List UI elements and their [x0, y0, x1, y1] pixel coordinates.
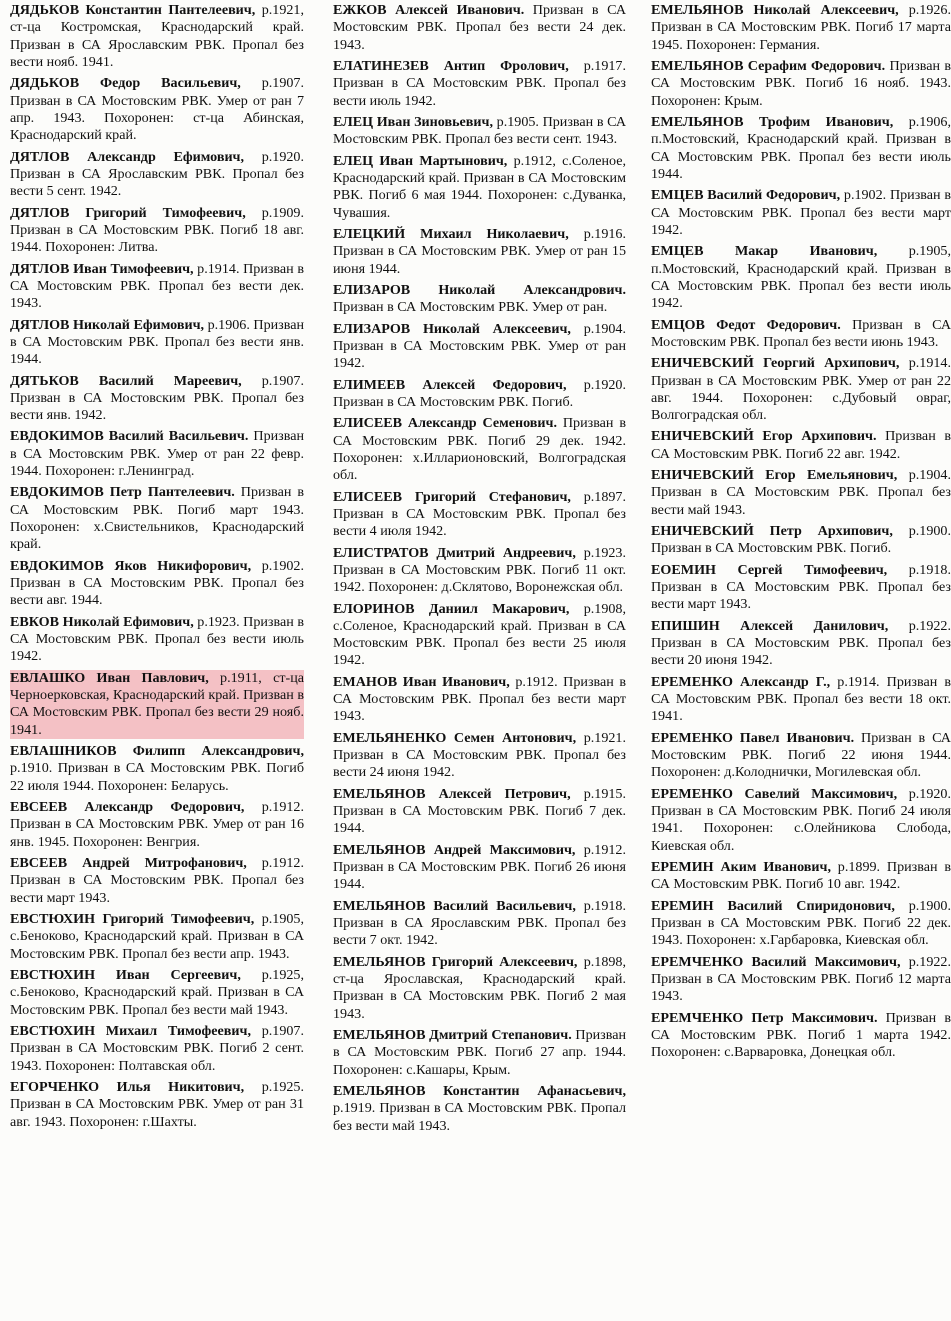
entry-name: ЕГОРЧЕНКО Илья Никитович, [10, 1078, 245, 1095]
entry-name: ДЯТЛОВ Григорий Тимофеевич, [10, 204, 246, 221]
entry-details: р.1925, с.Беноково, Краснодарский край. Призван в СА Мостовским РВК. Пропал без вести май 1943. [10, 966, 304, 1018]
list-entry [10, 373, 304, 425]
entry-details: р.1918. Призван в СА Мостовским РВК. Пропал без вести март 1943. [651, 561, 951, 613]
list-entry [10, 2, 304, 71]
entry-details: р.1902. Призван в СА Мостовским РВК. Пропал без вести март 1942. [651, 187, 951, 238]
entry-name: ЕМЦОВ Федот Федорович. [651, 316, 841, 333]
entry-name: ЕЛЕЦКИЙ Михаил Николаевич, [333, 225, 569, 242]
entry-name: ЕВКОВ Николай Ефимович, [10, 613, 194, 630]
entry-details: р.1926. Призван в СА Мостовским РВК. Погиб 17 марта 1945. Похоронен: Германия. [651, 2, 951, 53]
list-entry [333, 377, 626, 412]
entry-details: р.1920. Призван в СА Ярославским РВК. Пропал без вести 5 сент. 1942. [10, 148, 304, 200]
entry-details: р.1911, ст-ца Черноерковская, Краснодарский край. Призван в СА Мостовским РВК. Пропал без вести 29 нояб. 1941. [10, 669, 304, 738]
list-entry [10, 1023, 304, 1075]
entry-name: ЕРЕМЕНКО Савелий Максимович, [651, 785, 898, 802]
entry-name: ЕЛЕЦ Иван Мартынович, [333, 152, 508, 169]
entry-name: ЕЛИСТРАТОВ Дмитрий Андреевич, [333, 544, 576, 561]
list-entry [651, 187, 951, 239]
entry-details: р.1909. Призван в СА Мостовским РВК. Погиб 18 авг. 1944. Похоронен: Литва. [10, 204, 305, 256]
entry-name: ЕЛИЗАРОВ Николай Алексеевич, [333, 320, 571, 337]
entry-name: ЕВДОКИМОВ Яков Никифорович, [10, 557, 252, 574]
entry-details: р.1898, ст-ца Ярославская, Краснодарский край. Призван в СА Мостовским РВК. Погиб 2 мая 1943. [333, 953, 626, 1022]
list-entry [10, 149, 304, 201]
entry-name: ЕВСТЮХИН Григорий Тимофеевич, [10, 910, 255, 927]
entry-name: ЕВЛАШКО Иван Павлович, [10, 669, 209, 686]
entry-details: Призван в СА Мостовским РВК. Погиб 22 июня 1944. Похоронен: д.Колоднички, Могилевская обл. [651, 729, 951, 781]
list-entry [10, 967, 304, 1019]
list-entry [10, 75, 304, 144]
list-entry [10, 484, 304, 553]
entry-details: Призван в СА Мостовским РВК. Умер от ран. [333, 299, 608, 316]
list-entry [333, 842, 626, 894]
list-entry [333, 415, 626, 484]
list-entry [333, 545, 626, 597]
entry-name: ЕМЕЛЬЯНОВ Николай Алексеевич, [651, 2, 899, 18]
entry-name: ЕВСЕЕВ Андрей Митрофанович, [10, 854, 247, 871]
list-entry [651, 562, 951, 614]
list-entry [10, 205, 304, 257]
entry-name: ЕМЦЕВ Василий Федорович, [651, 187, 841, 204]
entry-details: р.1905, с.Беноково, Краснодарский край. Призван в СА Мостовским РВК. Пропал без вести апр. 1943. [10, 910, 304, 962]
entry-details: р.1907. Призван в СА Мостовским РВК. Погиб 2 сент. 1943. Похоронен: Полтавская обл. [10, 1022, 304, 1074]
list-entry [333, 321, 626, 373]
entry-name: ЕНИЧЕВСКИЙ Егор Архипович. [651, 428, 877, 445]
entry-name: ЕРЕМЕНКО Павел Иванович. [651, 729, 855, 746]
list-entry [651, 730, 951, 782]
list-entry [333, 954, 626, 1023]
list-entry [333, 226, 626, 278]
entry-name: ЕРЕМЕНКО Александр Г., [651, 673, 831, 690]
entry-details: Призван в СА Мостовским РВК. Умер от ран 22 февр. 1944. Похоронен: г.Ленинград. [10, 428, 304, 480]
entry-details: р.1914. Призван в СА Мостовским РВК. Умер от ран 22 авг. 1944. Похоронен: с.Дубовый овраг, Волгоградская обл. [651, 355, 951, 424]
entry-name: ЕВЛАШНИКОВ Филипп Александрович, [10, 743, 304, 759]
list-entry [651, 523, 951, 558]
entry-name: ЕВСТЮХИН Иван Сергеевич, [10, 966, 241, 983]
entry-details: Призван в СА Мостовским РВК. Погиб 29 дек. 1942. Похоронен: х.Илларионовский, Волгоградская обл. [333, 415, 626, 484]
list-entry [10, 317, 304, 369]
entry-details: Призван в СА Мостовским РВК. Погиб 1 марта 1942. Похоронен: с.Варваровка, Донецкая обл. [651, 1009, 951, 1061]
list-entry [333, 730, 626, 782]
entry-name: ДЯДЬКОВ Федор Васильевич, [10, 75, 241, 92]
entry-details: р.1900. Призван в СА Мостовским РВК. Погиб 22 дек. 1943. Похоронен: х.Гарбаровка, Киевская обл. [651, 897, 951, 949]
list-entry [651, 317, 951, 352]
entry-name: ЕМЕЛЬЯНОВ Трофим Иванович, [651, 113, 894, 130]
entry-details: р.1914. Призван в СА Мостовским РВК. Пропал без вести 18 окт. 1941. [651, 673, 951, 725]
list-entry [651, 428, 951, 463]
entry-name: ДЯТЬКОВ Василий Мареевич, [10, 372, 242, 389]
entry-name: ЕЛИСЕЕВ Григорий Стефанович, [333, 488, 571, 505]
entry-details: р.1923. Призван в СА Мостовским РВК. Пропал без вести июль 1942. [10, 613, 305, 665]
column-1 [10, 0, 304, 1321]
list-entry [10, 558, 304, 610]
highlighted-list-entry [10, 670, 304, 739]
entry-name: ЕВСТЮХИН Михаил Тимофеевич, [10, 1022, 251, 1039]
list-entry [10, 855, 304, 907]
entry-name: ЕМЕЛЬЯНЕНКО Семен Антонович, [333, 729, 577, 746]
entry-details: р.1906, п.Мостовский, Краснодарский край. Призван в СА Мостовским РВК. Пропал без вести июль 1944. [651, 113, 951, 182]
entry-details: р.1921. Призван в СА Мостовским РВК. Пропал без вести 24 июня 1942. [333, 729, 626, 781]
entry-details: р.1904. Призван в СА Мостовским РВК. Пропал без вести май 1943. [651, 467, 951, 518]
list-entry [651, 2, 951, 54]
entry-details: р.1922. Призван в СА Мостовским РВК. Пропал без вести 20 июня 1942. [651, 617, 951, 669]
entry-name: ЕМЕЛЬЯНОВ Григорий Алексеевич, [333, 953, 578, 970]
entry-name: ЕЛИМЕЕВ Алексей Федорович, [333, 376, 567, 393]
entry-name: ЕМЕЛЬЯНОВ Серафим Федорович. [651, 57, 886, 74]
entry-details: р.1920. Призван в СА Мостовским РВК. Погиб 24 июля 1941. Похоронен: с.Олейникова Слобода, Киевская обл. [651, 785, 951, 854]
list-entry [10, 261, 304, 313]
entry-name: ЕМЦЕВ Макар Иванович, [651, 243, 878, 260]
column-2 [333, 0, 626, 1321]
entry-details: р.1925. Призван в СА Мостовским РВК. Умер от ран 31 авг. 1943. Похоронен: г.Шахты. [10, 1078, 304, 1130]
entry-details: р.1902. Призван в СА Мостовским РВК. Пропал без вести авг. 1944. [10, 557, 304, 609]
entry-details: Призван в СА Мостовским РВК. Погиб 27 апр. 1944. Похоронен: с.Кашары, Крым. [333, 1027, 626, 1078]
list-entry [651, 58, 951, 110]
entry-details: р.1908, с.Соленое, Краснодарский край. Призван в СА Мостовским РВК. Пропал без вести 25 июля 1942. [333, 600, 626, 669]
list-entry [333, 1083, 626, 1135]
list-entry [333, 601, 626, 670]
entry-name: ЕНИЧЕВСКИЙ Егор Емельянович, [651, 467, 898, 484]
entry-details: р.1912, с.Соленое, Краснодарский край. Призван в СА Мостовским РВК. Погиб 6 мая 1944. Похоронен: с.Дуванка, Чувашия. [333, 152, 626, 221]
entry-name: ЕМЕЛЬЯНОВ Андрей Максимович, [333, 841, 576, 858]
entry-details: р.1921, ст-ца Костромская, Краснодарский край. Призван в СА Ярославским РВК. Пропал без вести нояб. 1941. [10, 2, 304, 70]
entry-name: ЕРЕМЧЕНКО Василий Максимович, [651, 953, 901, 970]
list-entry [10, 614, 304, 666]
entry-name: ЕЖКОВ Алексей Иванович. [333, 2, 525, 18]
entry-details: Призван в СА Мостовским РВК. Пропал без вести 24 дек. 1943. [333, 2, 626, 53]
entry-name: ЕОЕМИН Сергей Тимофеевич, [651, 561, 888, 578]
list-entry [333, 674, 626, 726]
entry-details: р.1904. Призван в СА Мостовским РВК. Умер от ран 1942. [333, 320, 626, 372]
list-entry [651, 674, 951, 726]
entry-name: ЕНИЧЕВСКИЙ Георгий Архипович, [651, 355, 900, 372]
list-entry [651, 467, 951, 519]
entry-name: ЕМЕЛЬЯНОВ Константин Афанасьевич, [333, 1083, 626, 1099]
list-entry [651, 243, 951, 312]
entry-name: ЕЛАТИНЕЗЕВ Антип Фролович, [333, 57, 569, 74]
column-3 [651, 0, 951, 1321]
entry-name: ДЯТЛОВ Николай Ефимович, [10, 316, 205, 333]
entry-name: ЕПИШИН Алексей Данилович, [651, 617, 889, 634]
entry-details: р.1912. Призван в СА Мостовским РВК. Пропал без вести март 1943. [10, 854, 304, 906]
entry-name: ЕВДОКИМОВ Василий Васильевич. [10, 428, 249, 445]
entry-details: Призван в СА Мостовским РВК. Погиб март 1943. Похоронен: х.Свистельников, Краснодарский край. [10, 484, 304, 553]
list-entry [651, 1010, 951, 1062]
entry-name: ЕМЕЛЬЯНОВ Дмитрий Степанович. [333, 1027, 572, 1044]
entry-details: р.1917. Призван в СА Мостовским РВК. Пропал без вести июль 1942. [333, 57, 626, 109]
list-entry [651, 618, 951, 670]
entry-name: ДЯТЛОВ Иван Тимофеевич, [10, 260, 194, 277]
entry-details: р.1912. Призван в СА Мостовским РВК. Пропал без вести март 1943. [333, 673, 627, 725]
entry-details: р.1899. Призван в СА Мостовским РВК. Погиб 10 авг. 1942. [651, 859, 951, 893]
list-entry [333, 282, 626, 317]
list-entry [651, 954, 951, 1006]
entry-name: ЕМАНОВ Иван Иванович, [333, 673, 510, 690]
entry-details: р.1923. Призван в СА Мостовским РВК. Погиб 11 окт. 1942. Похоронен: д.Склятово, Воронежская обл. [333, 544, 626, 596]
entry-details: р.1920. Призван в СА Мостовским РВК. Погиб. [333, 376, 627, 410]
entry-name: ЕМЕЛЬЯНОВ Алексей Петрович, [333, 785, 571, 802]
entry-details: р.1907. Призван в СА Мостовским РВК. Пропал без вести янв. 1942. [10, 372, 304, 424]
entry-name: ЕРЕМИН Аким Иванович, [651, 859, 831, 876]
entry-details: р.1918. Призван в СА Ярославским РВК. Пропал без вести 7 окт. 1942. [333, 897, 626, 949]
entry-details: р.1900. Призван в СА Мостовским РВК. Погиб. [651, 523, 951, 557]
list-entry [333, 898, 626, 950]
list-entry [10, 799, 304, 851]
list-entry [10, 743, 304, 795]
entry-details: р.1910. Призван в СА Мостовским РВК. Погиб 22 июля 1944. Похоронен: Беларусь. [10, 760, 304, 794]
list-entry [333, 153, 626, 222]
entry-details: р.1915. Призван в СА Мостовским РВК. Погиб 7 дек. 1944. [333, 785, 626, 837]
list-entry [651, 859, 951, 894]
list-entry [651, 898, 951, 950]
entry-details: р.1912. Призван в СА Мостовским РВК. Умер от ран 16 янв. 1945. Похоронен: Венгрия. [10, 798, 304, 850]
entry-name: ДЯДЬКОВ Константин Пантелеевич, [10, 2, 256, 18]
entry-name: ЕВДОКИМОВ Петр Пантелеевич. [10, 484, 235, 501]
entry-name: ЕНИЧЕВСКИЙ Петр Архипович, [651, 523, 893, 540]
list-entry [333, 58, 626, 110]
entry-details: Призван в СА Мостовским РВК. Погиб 22 авг. 1942. [651, 428, 951, 462]
list-entry [651, 786, 951, 855]
list-entry [651, 114, 951, 183]
entry-details: р.1906. Призван в СА Мостовским РВК. Пропал без вести янв. 1944. [10, 316, 304, 368]
list-entry [333, 786, 626, 838]
list-entry [333, 114, 626, 149]
entry-name: ЕЛОРИНОВ Даниил Макарович, [333, 600, 570, 617]
list-entry [10, 911, 304, 963]
list-entry [333, 2, 626, 54]
entry-name: ЕРЕМЧЕНКО Петр Максимович. [651, 1009, 878, 1026]
entry-details: р.1905, п.Мостовский, Краснодарский край. Призван в СА Мостовским РВК. Пропал без вести июль 1942. [651, 243, 951, 312]
entry-details: р.1897. Призван в СА Мостовским РВК. Пропал без вести 4 июля 1942. [333, 488, 626, 540]
entry-details: р.1912. Призван в СА Мостовским РВК. Погиб 26 июня 1944. [333, 841, 626, 893]
entry-name: ЕЛЕЦ Иван Зиновьевич, [333, 113, 494, 130]
entry-name: ЕМЕЛЬЯНОВ Василий Васильевич, [333, 897, 576, 914]
entry-details: Призван в СА Мостовским РВК. Пропал без вести июнь 1943. [651, 316, 951, 350]
entry-details: р.1922. Призван в СА Мостовским РВК. Погиб 12 марта 1943. [651, 953, 951, 1005]
entry-details: Призван в СА Мостовским РВК. Погиб 16 нояб. 1943. Похоронен: Крым. [651, 57, 951, 109]
entry-name: ДЯТЛОВ Александр Ефимович, [10, 148, 245, 165]
list-entry [651, 355, 951, 424]
entry-name: ЕВСЕЕВ Александр Федорович, [10, 798, 245, 815]
entry-name: ЕЛИЗАРОВ Николай Александрович. [333, 281, 626, 298]
entry-details: р.1907. Призван в СА Мостовским РВК. Умер от ран 7 апр. 1943. Похоронен: ст-ца Абинская, Краснодарский край. [10, 75, 304, 144]
entry-details: р.1916. Призван в СА Мостовским РВК. Умер от ран 15 июня 1944. [333, 225, 626, 277]
entry-name: ЕЛИСЕЕВ Александр Семенович. [333, 415, 557, 432]
list-entry [333, 489, 626, 541]
entry-details: р.1919. Призван в СА Мостовским РВК. Пропал без вести май 1943. [333, 1100, 626, 1134]
entry-details: р.1914. Призван в СА Мостовским РВК. Пропал без вести дек. 1943. [10, 260, 304, 312]
list-entry [333, 1027, 626, 1079]
entry-details: р.1905. Призван в СА Мостовским РВК. Пропал без вести сент. 1943. [333, 113, 626, 148]
list-entry [10, 1079, 304, 1131]
list-entry [10, 428, 304, 480]
entry-name: ЕРЕМИН Василий Спиридонович, [651, 897, 895, 914]
